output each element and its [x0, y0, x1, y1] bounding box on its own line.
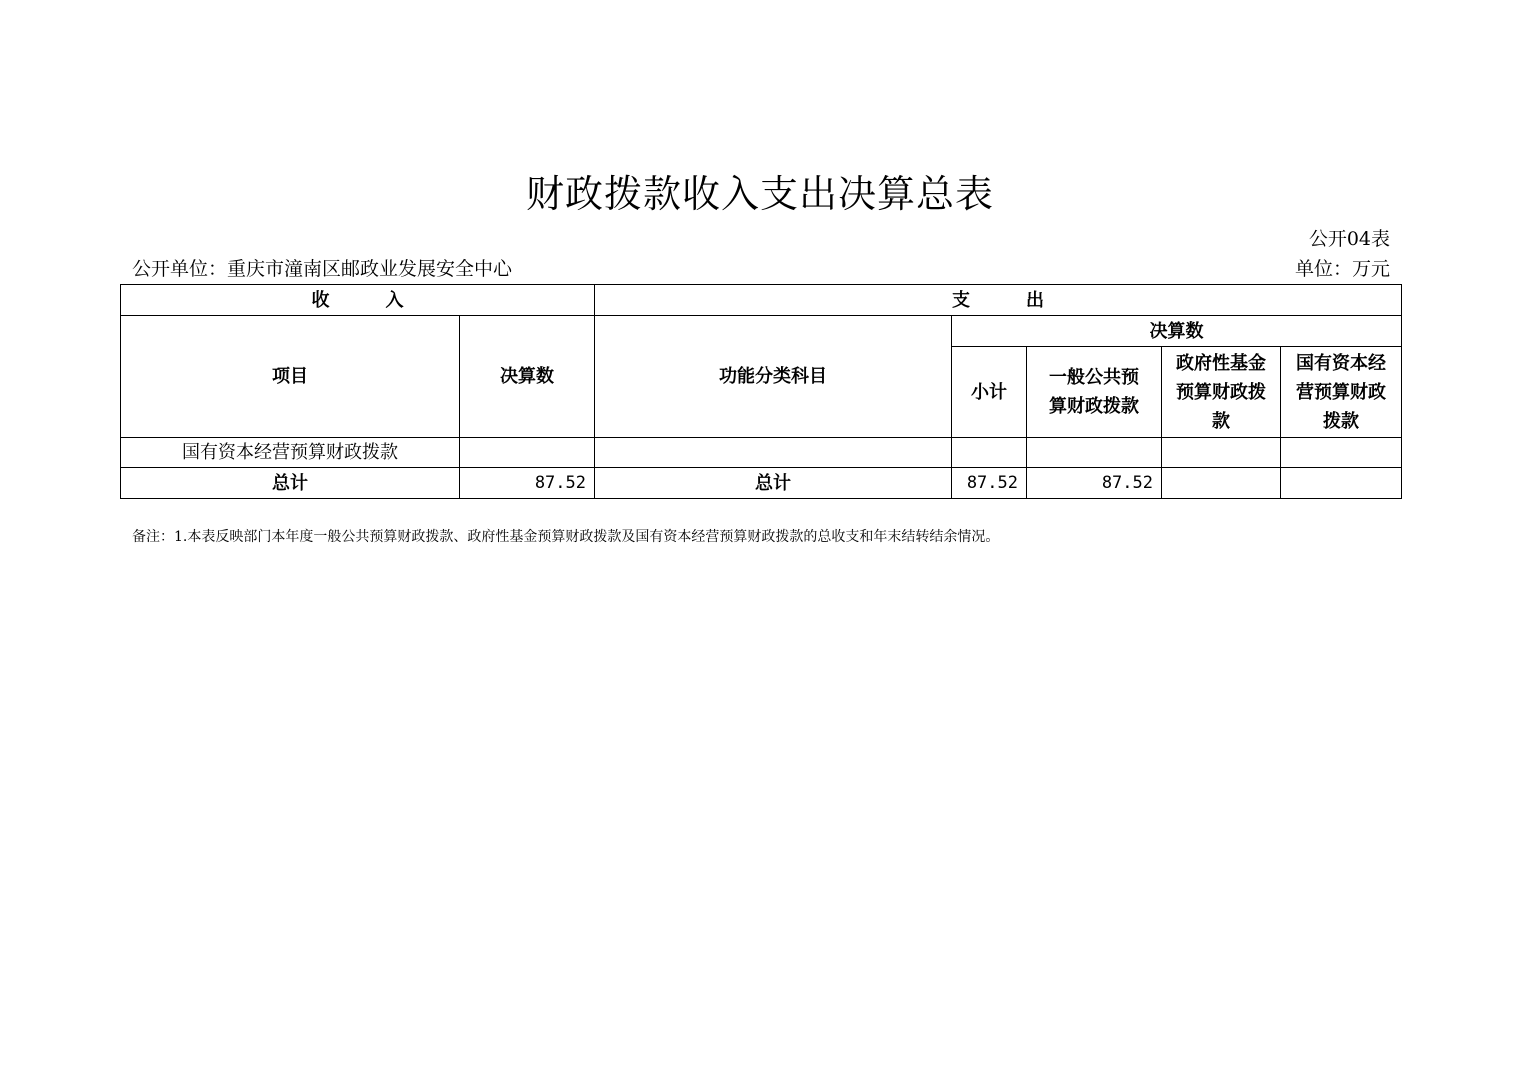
cell-state-capital — [1281, 438, 1402, 468]
col-header-expense-group: 决算数 — [952, 316, 1402, 347]
form-number: 公开04表 — [1308, 228, 1390, 250]
total-income-label: 总计 — [121, 468, 460, 499]
total-general: 87.52 — [1027, 468, 1162, 499]
cell-function — [595, 438, 952, 468]
header-row-sections — [121, 285, 1402, 316]
total-row — [121, 468, 1402, 499]
col-header-general: 一般公共预算财政拨款 — [1027, 347, 1162, 438]
footnote: 备注：1.本表反映部门本年度一般公共预算财政拨款、政府性基金预算财政拨款及国有资本经营预算财政拨款的总收支和年末结转结余情况。 — [132, 529, 1000, 545]
income-section-header — [121, 285, 595, 316]
total-income-amount: 87.52 — [460, 468, 595, 499]
col-header-state-capital: 国有资本经营预算财政拨款 — [1281, 347, 1402, 438]
expense-header-char-1: 支 — [952, 289, 970, 311]
cell-fund — [1162, 438, 1281, 468]
col-header-fund: 政府性基金预算财政拨款 — [1162, 347, 1281, 438]
total-expense-label: 总计 — [595, 468, 952, 499]
reporting-unit: 公开单位：重庆市潼南区邮政业发展安全中心 — [132, 258, 513, 280]
table-row — [121, 438, 1402, 468]
cell-subtotal — [952, 438, 1027, 468]
col-header-item: 项目 — [121, 316, 460, 438]
appropriation-summary-table — [120, 284, 1402, 499]
cell-income-amount — [460, 438, 595, 468]
col-header-function: 功能分类科目 — [595, 316, 952, 438]
page-title: 财政拨款收入支出决算总表 — [525, 172, 994, 216]
expense-section-header — [595, 285, 1402, 316]
cell-item: 国有资本经营预算财政拨款 — [121, 438, 460, 468]
income-header-char-1: 收 — [311, 289, 330, 311]
col-header-subtotal: 小计 — [952, 347, 1027, 438]
col-header-income-amount: 决算数 — [460, 316, 595, 438]
income-header-char-2: 入 — [385, 289, 404, 311]
total-fund — [1162, 468, 1281, 499]
total-subtotal: 87.52 — [952, 468, 1027, 499]
cell-general — [1027, 438, 1162, 468]
total-state-capital — [1281, 468, 1402, 499]
expense-header-char-2: 出 — [1026, 289, 1044, 311]
currency-unit: 单位：万元 — [1294, 258, 1390, 280]
header-row-group — [121, 316, 1402, 347]
